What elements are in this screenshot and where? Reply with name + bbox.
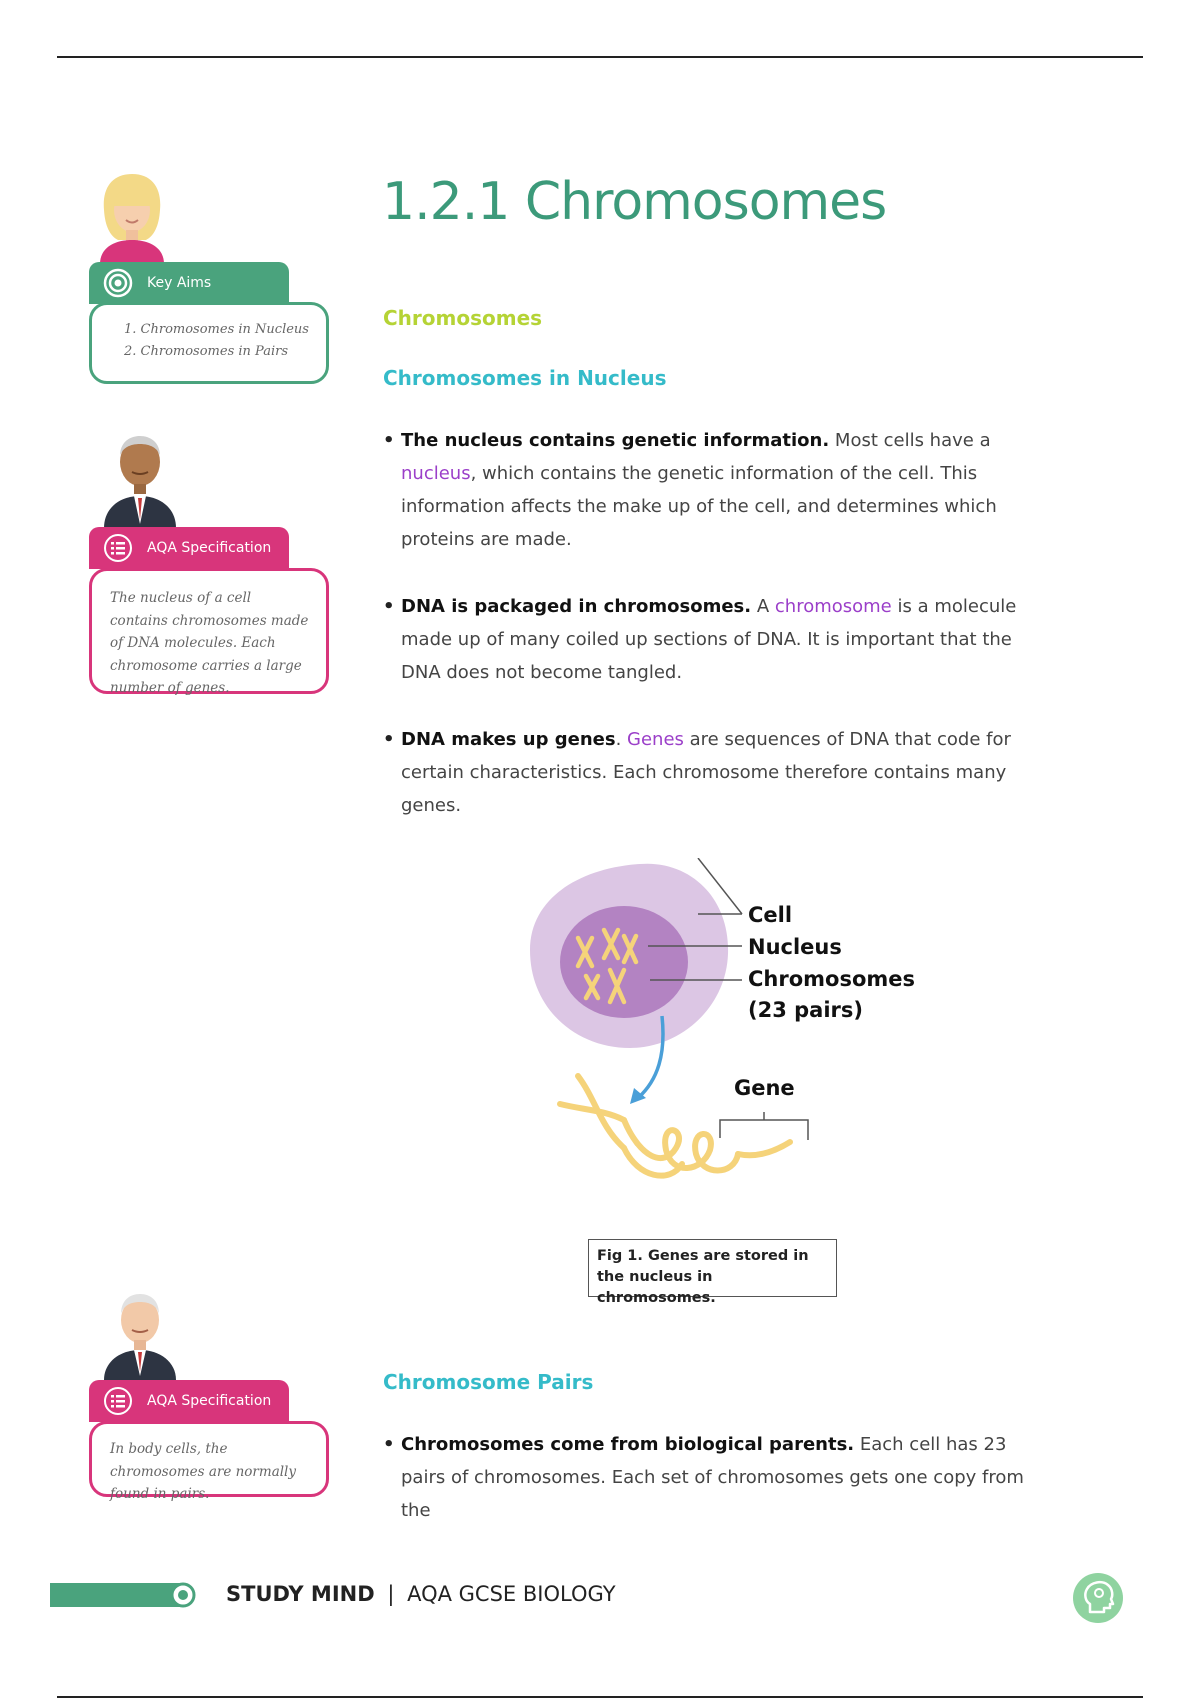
- bullet-text: Each cell has 23 pairs of chromosomes. Each set of chromosomes gets one copy from the: [401, 1434, 1024, 1521]
- student-avatar-icon: [92, 170, 172, 264]
- bullet-dot-icon: •: [383, 430, 395, 451]
- key-aims-title: Key Aims: [147, 275, 212, 291]
- key-aims-box: [89, 302, 329, 384]
- label-gene: Gene: [734, 1076, 795, 1100]
- spec-1-text: The nucleus of a cell contains chromosomes made of DNA molecules. Each chromosome carries a large number of genes.: [110, 590, 309, 696]
- footer-brand: [226, 1582, 616, 1606]
- footer-progress-bar: [50, 1583, 180, 1607]
- bullet-item: [383, 590, 1043, 689]
- target-icon: [103, 268, 133, 298]
- label-pairs: (23 pairs): [748, 998, 863, 1022]
- keyword: chromosome: [774, 596, 892, 617]
- list-icon: [103, 1386, 133, 1416]
- keyword: Genes: [627, 729, 684, 750]
- subsection-heading-pairs: Chromosome Pairs: [383, 1370, 594, 1394]
- bullet-dot-icon: •: [383, 596, 395, 617]
- footer-separator: |: [387, 1582, 395, 1606]
- label-nucleus: Nucleus: [748, 935, 842, 959]
- spec-1-tab: [89, 527, 289, 569]
- bullet-lead: The nucleus contains genetic information.: [401, 430, 830, 451]
- subsection-heading-nucleus: Chromosomes in Nucleus: [383, 366, 667, 390]
- bullet-text: A: [751, 596, 775, 617]
- bullet-text: .: [615, 729, 628, 750]
- spec-1-box: [89, 568, 329, 694]
- footer-course: AQA GCSE BIOLOGY: [407, 1582, 616, 1606]
- top-rule: [57, 56, 1143, 58]
- figure-caption: Fig 1. Genes are stored in the nucleus in chromosomes.: [588, 1239, 837, 1297]
- spec-2-text: In body cells, the chromosomes are normally found in pairs.: [110, 1441, 297, 1502]
- study-mind-logo-icon: [1072, 1572, 1124, 1624]
- bullet-text: Most cells have a: [829, 430, 991, 451]
- bullet-text: are sequences of DNA that code for certain characteristics. Each chromosome therefore contains many genes.: [401, 729, 1011, 816]
- bullet-lead: Chromosomes come from biological parents.: [401, 1434, 855, 1455]
- keyword: nucleus: [401, 463, 471, 484]
- key-aim-item: 2. Chromosomes in Pairs: [124, 344, 288, 359]
- spec-1-title: AQA Specification: [147, 540, 272, 556]
- list-icon: [103, 533, 133, 563]
- spec-2-title: AQA Specification: [147, 1393, 272, 1409]
- bullet-text: is a molecule made up of many coiled up sections of DNA. It is important that the DNA does not become tangled.: [401, 596, 1017, 683]
- chromosome-diagram: [520, 858, 920, 1218]
- bottom-rule: [57, 1696, 1143, 1698]
- bullet-dot-icon: •: [383, 1434, 395, 1455]
- teacher-avatar-icon: [104, 432, 176, 528]
- key-aim-item: 1. Chromosomes in Nucleus: [124, 322, 309, 337]
- spec-2-tab: [89, 1380, 289, 1422]
- label-cell: Cell: [748, 903, 793, 927]
- key-aims-list: [106, 319, 312, 363]
- bullet-lead: DNA is packaged in chromosomes.: [401, 596, 752, 617]
- teacher-avatar-icon: [104, 1290, 176, 1380]
- label-chromosomes: Chromosomes: [748, 967, 916, 991]
- footer-ring-icon: [170, 1582, 196, 1608]
- key-aims-tab: [89, 262, 289, 304]
- spec-2-box: [89, 1421, 329, 1502]
- bullet-lead: DNA makes up genes: [401, 729, 616, 750]
- section-heading: Chromosomes: [383, 306, 543, 330]
- footer-brand-name: STUDY MIND: [226, 1582, 375, 1606]
- bullet-item: [383, 723, 1043, 822]
- bullet-item: [383, 1428, 1043, 1527]
- bullet-item: [383, 424, 1043, 556]
- page-title: 1.2.1 Chromosomes: [382, 172, 887, 232]
- bullet-dot-icon: •: [383, 729, 395, 750]
- bullet-text: , which contains the genetic information of the cell. This information affects the make up of the cell, and determines which proteins are made.: [401, 463, 997, 550]
